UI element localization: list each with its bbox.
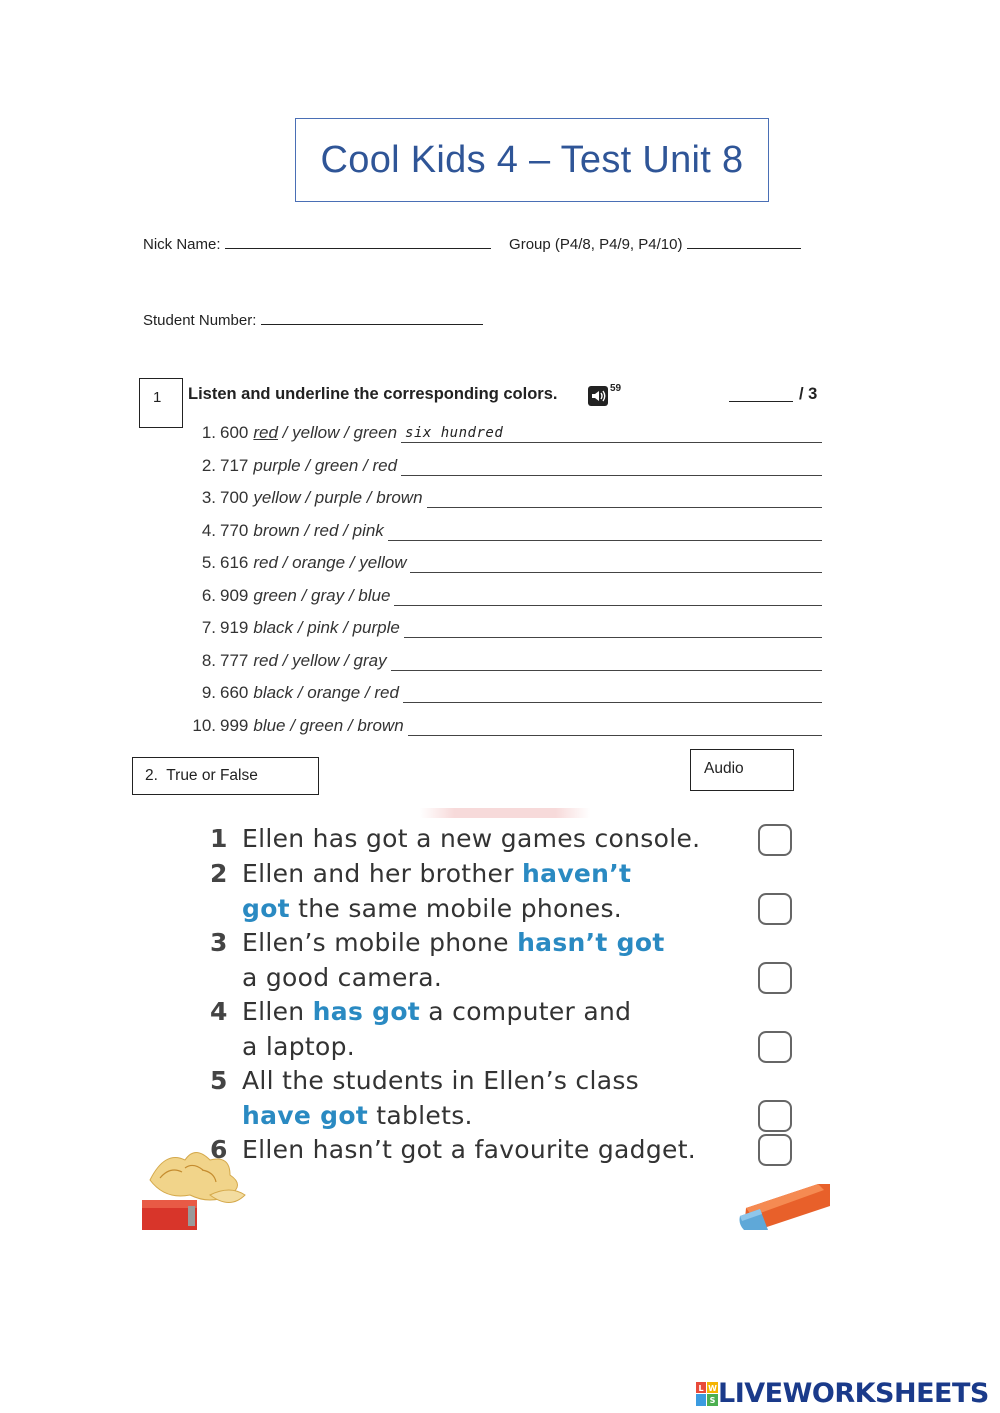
color-option[interactable]: red bbox=[313, 521, 339, 540]
color-option[interactable]: blue bbox=[253, 716, 286, 735]
color-option[interactable]: yellow bbox=[359, 553, 407, 572]
item-code: 909 bbox=[220, 586, 249, 605]
nick-name-row bbox=[143, 234, 801, 253]
item-code: 700 bbox=[220, 488, 249, 507]
statement-1 bbox=[210, 824, 700, 853]
answer-checkbox-4[interactable] bbox=[758, 1031, 792, 1063]
item-number: 4. bbox=[201, 521, 216, 540]
color-option[interactable]: pink bbox=[307, 618, 339, 637]
title-box bbox=[295, 118, 769, 202]
statement-number: 5 bbox=[210, 1066, 228, 1095]
nick-name-field[interactable] bbox=[225, 234, 491, 249]
item-number: 5. bbox=[201, 553, 216, 572]
color-option[interactable]: purple bbox=[253, 456, 301, 475]
answer-field[interactable] bbox=[403, 685, 822, 703]
audio-label: Audio bbox=[704, 760, 744, 777]
statement-text: Ellen has got a new games console. bbox=[242, 824, 701, 853]
student-number-field[interactable] bbox=[261, 310, 483, 325]
item-number: 1. bbox=[201, 423, 216, 442]
item-colors: black / pink / purple bbox=[253, 618, 400, 637]
color-option[interactable]: yellow bbox=[292, 651, 340, 670]
liveworksheets-logo-icon bbox=[696, 1382, 718, 1406]
color-option[interactable]: red bbox=[374, 683, 399, 702]
answer-field[interactable] bbox=[404, 620, 822, 638]
exercise2-label: 2. True or False bbox=[145, 767, 258, 784]
color-option[interactable]: green bbox=[253, 586, 297, 605]
answer-field[interactable] bbox=[401, 425, 822, 443]
item-colors: blue / green / brown bbox=[253, 716, 404, 735]
exercise1-number-box bbox=[139, 378, 183, 428]
statement-text: Ellen hasn’t got a favourite gadget. bbox=[242, 1135, 697, 1164]
item-code: 919 bbox=[220, 618, 249, 637]
statement-text: Ellen and her brother bbox=[242, 859, 523, 888]
color-option[interactable]: brown bbox=[357, 716, 404, 735]
highlight-text: have got bbox=[242, 1101, 369, 1130]
brand-name: LIVEWORKSHEETS bbox=[718, 1378, 989, 1409]
item-colors: purple / green / red bbox=[253, 456, 398, 475]
item-colors: red / yellow / gray bbox=[253, 651, 387, 670]
statement-text: a good camera. bbox=[242, 963, 443, 992]
speaker-icon[interactable] bbox=[588, 386, 608, 406]
list-item bbox=[180, 612, 822, 638]
exercise1-number: 1 bbox=[153, 389, 162, 406]
statement-2 bbox=[210, 859, 631, 888]
statement-text: the same mobile phones. bbox=[289, 894, 623, 923]
color-option[interactable]: gray bbox=[353, 651, 387, 670]
color-option[interactable]: black bbox=[253, 683, 294, 702]
answer-field[interactable] bbox=[394, 588, 822, 606]
track-number: 59 bbox=[610, 383, 622, 394]
highlight-text: haven’t bbox=[522, 859, 632, 888]
highlight-text: got bbox=[242, 894, 290, 923]
statement-number: 1 bbox=[210, 824, 228, 853]
list-item bbox=[180, 515, 822, 541]
item-colors: red / orange / yellow bbox=[253, 553, 407, 572]
exercise2-label-box bbox=[132, 757, 319, 795]
color-option[interactable]: purple bbox=[352, 618, 400, 637]
highlight-text: hasn’t got bbox=[517, 928, 665, 957]
page-title: Cool Kids 4 – Test Unit 8 bbox=[320, 138, 744, 181]
highlight-text: has got bbox=[312, 997, 421, 1026]
color-option[interactable]: red bbox=[253, 553, 278, 572]
statement-number: 6 bbox=[210, 1135, 228, 1164]
list-item bbox=[180, 547, 822, 573]
statement-number: 3 bbox=[210, 928, 228, 957]
list-item bbox=[180, 677, 822, 703]
answer-checkbox-5[interactable] bbox=[758, 1100, 792, 1132]
faded-heading bbox=[420, 808, 590, 818]
item-number: 6. bbox=[201, 586, 216, 605]
item-code: 616 bbox=[220, 553, 249, 572]
color-option[interactable]: yellow bbox=[253, 488, 301, 507]
statement-5-cont bbox=[210, 1101, 473, 1130]
item-code: 660 bbox=[220, 683, 249, 702]
list-item bbox=[180, 580, 822, 606]
answer-checkbox-2[interactable] bbox=[758, 893, 792, 925]
item-code: 777 bbox=[220, 651, 249, 670]
statement-text: Ellen bbox=[242, 997, 313, 1026]
nick-name-label: Nick Name: bbox=[143, 236, 221, 253]
group-field[interactable] bbox=[687, 234, 801, 249]
item-colors: green / gray / blue bbox=[253, 586, 391, 605]
item-number: 7. bbox=[201, 618, 216, 637]
list-item bbox=[180, 645, 822, 671]
answer-field[interactable] bbox=[391, 653, 822, 671]
statement-number: 2 bbox=[210, 859, 228, 888]
item-number: 3. bbox=[201, 488, 216, 507]
answer-field[interactable] bbox=[388, 523, 822, 541]
statement-text: tablets. bbox=[368, 1101, 473, 1130]
item-number: 9. bbox=[201, 683, 216, 702]
color-option[interactable]: black bbox=[253, 618, 294, 637]
color-option[interactable]: red bbox=[253, 651, 278, 670]
color-option[interactable]: blue bbox=[358, 586, 391, 605]
statement-5 bbox=[210, 1066, 639, 1095]
brand-logo bbox=[696, 1378, 989, 1409]
statement-text: All the students in Ellen’s class bbox=[242, 1066, 639, 1095]
color-option[interactable]: orange bbox=[292, 553, 346, 572]
list-item bbox=[180, 710, 822, 736]
list-item bbox=[180, 417, 822, 443]
item-code: 600 bbox=[220, 423, 249, 442]
statement-4 bbox=[210, 997, 631, 1026]
item-number: 10. bbox=[192, 716, 216, 735]
color-option[interactable]: green bbox=[353, 423, 398, 442]
answer-text: six hundred bbox=[405, 425, 504, 441]
color-option[interactable]: brown bbox=[253, 521, 300, 540]
item-code: 770 bbox=[220, 521, 249, 540]
color-option[interactable]: green bbox=[314, 456, 359, 475]
statement-2-cont bbox=[210, 894, 622, 923]
color-option[interactable]: purple bbox=[314, 488, 363, 507]
statement-3 bbox=[210, 928, 665, 957]
exercise1-instruction: Listen and underline the corresponding colors. bbox=[188, 385, 558, 403]
color-option[interactable]: green bbox=[299, 716, 344, 735]
student-number-label: Student Number: bbox=[143, 312, 257, 329]
item-colors: red / yellow / green bbox=[253, 423, 398, 442]
statement-text: a laptop. bbox=[242, 1032, 356, 1061]
score-field[interactable] bbox=[729, 401, 793, 402]
item-colors: brown / red / pink bbox=[253, 521, 384, 540]
list-item bbox=[180, 450, 822, 476]
statement-3-cont bbox=[210, 963, 442, 992]
answer-field[interactable] bbox=[410, 555, 822, 573]
item-colors: black / orange / red bbox=[253, 683, 399, 702]
list-item bbox=[180, 482, 822, 508]
logo-letter: S bbox=[709, 1395, 716, 1405]
eraser-icon bbox=[738, 1180, 830, 1230]
answer-field[interactable] bbox=[427, 490, 822, 508]
answer-field[interactable] bbox=[408, 718, 822, 736]
item-code: 999 bbox=[220, 716, 249, 735]
group-label: Group (P4/8, P4/9, P4/10) bbox=[509, 236, 683, 253]
color-option[interactable]: pink bbox=[352, 521, 384, 540]
statement-6 bbox=[210, 1135, 696, 1164]
item-code: 717 bbox=[220, 456, 249, 475]
audio-button[interactable] bbox=[690, 749, 794, 791]
item-colors: yellow / purple / brown bbox=[253, 488, 423, 507]
score-total: / 3 bbox=[799, 385, 818, 403]
answer-checkbox-6[interactable] bbox=[758, 1134, 792, 1166]
color-option[interactable]: yellow bbox=[292, 423, 340, 442]
color-option[interactable]: brown bbox=[376, 488, 423, 507]
color-option[interactable]: gray bbox=[311, 586, 345, 605]
student-number-row bbox=[143, 310, 483, 329]
color-option[interactable]: red bbox=[372, 456, 398, 475]
answer-checkbox-3[interactable] bbox=[758, 962, 792, 994]
pencil-sharpener-icon bbox=[140, 1140, 255, 1230]
statement-text: a computer and bbox=[420, 997, 632, 1026]
statement-text: Ellen’s mobile phone bbox=[242, 928, 518, 957]
logo-letter: W bbox=[708, 1383, 717, 1393]
color-option[interactable]: orange bbox=[307, 683, 361, 702]
answer-field[interactable] bbox=[401, 458, 822, 476]
color-option[interactable]: red bbox=[253, 423, 278, 442]
logo-letter: L bbox=[698, 1383, 704, 1393]
item-number: 8. bbox=[201, 651, 216, 670]
item-number: 2. bbox=[201, 456, 216, 475]
answer-checkbox-1[interactable] bbox=[758, 824, 792, 856]
statement-number: 4 bbox=[210, 997, 228, 1026]
statement-4-cont bbox=[210, 1032, 355, 1061]
